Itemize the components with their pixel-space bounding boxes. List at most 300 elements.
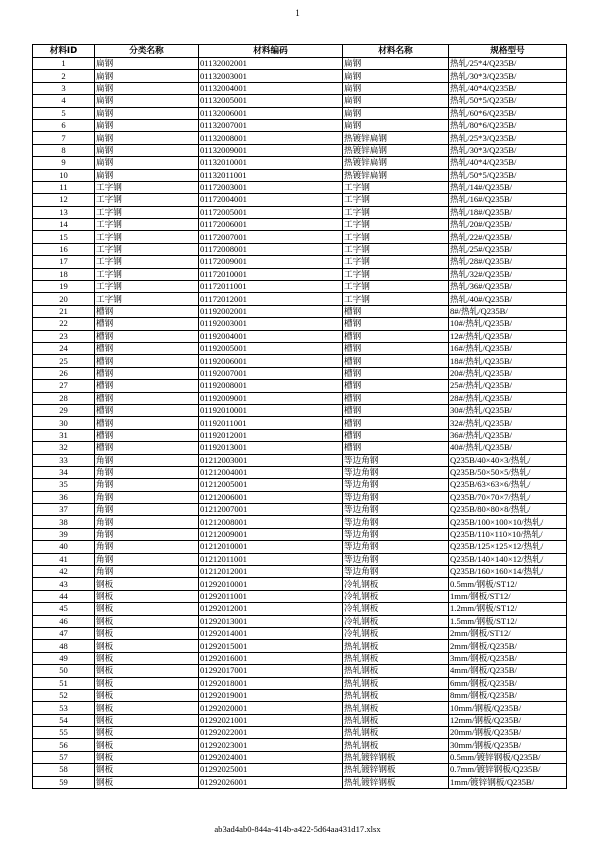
- spec-cell: 热轧/14#/Q235B/: [449, 181, 567, 193]
- spec-cell: 25#/热轧/Q235B/: [449, 380, 567, 392]
- material-code-cell: 01292021001: [199, 714, 343, 726]
- spec-cell: 热轧/60*6/Q235B/: [449, 107, 567, 119]
- material-id-cell: 48: [33, 640, 95, 652]
- material-code-cell: 01212009001: [199, 528, 343, 540]
- category-cell: 槽钢: [95, 442, 199, 454]
- material-code-cell: 01212006001: [199, 491, 343, 503]
- material-code-cell: 01192012001: [199, 429, 343, 441]
- spec-cell: Q235B/70×70×7/热轧/: [449, 491, 567, 503]
- table-row: [33, 479, 567, 491]
- table-row: [33, 615, 567, 627]
- table-row: [33, 776, 567, 788]
- material-id-cell: 53: [33, 702, 95, 714]
- category-cell: 扁钢: [95, 169, 199, 181]
- table-row: [33, 578, 567, 590]
- spec-cell: 3mm/钢板/Q235B/: [449, 652, 567, 664]
- material-name-cell: 冷轧钢板: [343, 615, 449, 627]
- table-row: [33, 293, 567, 305]
- material-name-cell: 热轧钢板: [343, 739, 449, 751]
- material-code-cell: 01212004001: [199, 466, 343, 478]
- material-code-cell: 01212012001: [199, 566, 343, 578]
- material-id-cell: 38: [33, 516, 95, 528]
- material-id-cell: 16: [33, 243, 95, 255]
- category-cell: 角钢: [95, 491, 199, 503]
- spec-cell: 10mm/钢板/Q235B/: [449, 702, 567, 714]
- category-cell: 钢板: [95, 727, 199, 739]
- material-name-cell: 等边角钢: [343, 491, 449, 503]
- spec-cell: 0.5mm/镀锌钢板/Q235B/: [449, 751, 567, 763]
- table-row: [33, 739, 567, 751]
- material-code-cell: 01292016001: [199, 652, 343, 664]
- material-code-cell: 01132006001: [199, 107, 343, 119]
- spec-cell: 热轧/16#/Q235B/: [449, 194, 567, 206]
- table-row: [33, 144, 567, 156]
- material-id-cell: 54: [33, 714, 95, 726]
- material-code-cell: 01172007001: [199, 231, 343, 243]
- category-cell: 工字钢: [95, 293, 199, 305]
- material-id-cell: 40: [33, 541, 95, 553]
- spec-cell: 18#/热轧/Q235B/: [449, 355, 567, 367]
- spec-cell: Q235B/80×80×8/热轧/: [449, 504, 567, 516]
- category-cell: 钢板: [95, 615, 199, 627]
- category-cell: 扁钢: [95, 157, 199, 169]
- material-name-cell: 槽钢: [343, 330, 449, 342]
- material-name-cell: 扁钢: [343, 70, 449, 82]
- material-name-cell: 槽钢: [343, 417, 449, 429]
- material-id-cell: 42: [33, 566, 95, 578]
- material-code-cell: 01132007001: [199, 119, 343, 131]
- spec-cell: 热轧/32#/Q235B/: [449, 268, 567, 280]
- material-id-cell: 13: [33, 206, 95, 218]
- material-id-cell: 11: [33, 181, 95, 193]
- material-name-cell: 槽钢: [343, 355, 449, 367]
- spec-cell: 2mm/钢板/ST12/: [449, 627, 567, 639]
- spec-cell: 热轧/40*4/Q235B/: [449, 157, 567, 169]
- category-cell: 槽钢: [95, 355, 199, 367]
- header-material-name: 材料名称: [343, 45, 449, 58]
- spec-cell: 30#/热轧/Q235B/: [449, 404, 567, 416]
- spec-cell: 1.5mm/钢板/ST12/: [449, 615, 567, 627]
- material-name-cell: 扁钢: [343, 58, 449, 70]
- material-code-cell: 01292023001: [199, 739, 343, 751]
- material-id-cell: 9: [33, 157, 95, 169]
- spec-cell: 热轧/18#/Q235B/: [449, 206, 567, 218]
- material-name-cell: 工字钢: [343, 281, 449, 293]
- table-row: [33, 268, 567, 280]
- spec-cell: 36#/热轧/Q235B/: [449, 429, 567, 441]
- material-id-cell: 39: [33, 528, 95, 540]
- spec-cell: 热轧/50*5/Q235B/: [449, 169, 567, 181]
- category-cell: 工字钢: [95, 231, 199, 243]
- table-row: [33, 442, 567, 454]
- spec-cell: 4mm/钢板/Q235B/: [449, 665, 567, 677]
- table-row: [33, 677, 567, 689]
- category-cell: 钢板: [95, 764, 199, 776]
- material-id-cell: 21: [33, 305, 95, 317]
- table-row: [33, 417, 567, 429]
- header-material-id: 材料ID: [33, 45, 95, 58]
- material-id-cell: 2: [33, 70, 95, 82]
- category-cell: 钢板: [95, 640, 199, 652]
- table-row: [33, 491, 567, 503]
- material-name-cell: 工字钢: [343, 194, 449, 206]
- material-id-cell: 55: [33, 727, 95, 739]
- table-row: [33, 702, 567, 714]
- table-row: [33, 764, 567, 776]
- material-code-cell: 01292024001: [199, 751, 343, 763]
- table-row: [33, 392, 567, 404]
- material-name-cell: 等边角钢: [343, 541, 449, 553]
- material-name-cell: 等边角钢: [343, 516, 449, 528]
- material-name-cell: 热轧镀锌钢板: [343, 751, 449, 763]
- material-name-cell: 工字钢: [343, 206, 449, 218]
- material-code-cell: 01292022001: [199, 727, 343, 739]
- spec-cell: 0.7mm/镀锌钢板/Q235B/: [449, 764, 567, 776]
- material-id-cell: 27: [33, 380, 95, 392]
- table-row: [33, 603, 567, 615]
- material-id-cell: 6: [33, 119, 95, 131]
- table-row: [33, 281, 567, 293]
- table-row: [33, 70, 567, 82]
- category-cell: 工字钢: [95, 194, 199, 206]
- material-code-cell: 01172008001: [199, 243, 343, 255]
- table-row: [33, 355, 567, 367]
- table-row: [33, 689, 567, 701]
- material-name-cell: 热轧钢板: [343, 714, 449, 726]
- file-name-footer: ab3ad4ab0-844a-414b-a422-5d64aa431d17.xlsx: [214, 824, 381, 834]
- spec-cell: Q235B/125×125×12/热轧/: [449, 541, 567, 553]
- table-row: [33, 107, 567, 119]
- category-cell: 槽钢: [95, 367, 199, 379]
- material-code-cell: 01292010001: [199, 578, 343, 590]
- page-number: 1: [295, 8, 300, 18]
- material-code-cell: 01212007001: [199, 504, 343, 516]
- material-code-cell: 01292017001: [199, 665, 343, 677]
- spec-cell: 热轧/25*4/Q235B/: [449, 58, 567, 70]
- material-code-cell: 01212005001: [199, 479, 343, 491]
- material-name-cell: 等边角钢: [343, 466, 449, 478]
- material-name-cell: 等边角钢: [343, 553, 449, 565]
- material-code-cell: 01132011001: [199, 169, 343, 181]
- material-code-cell: 01172012001: [199, 293, 343, 305]
- table-row: [33, 566, 567, 578]
- material-code-cell: 01192009001: [199, 392, 343, 404]
- table-row: [33, 194, 567, 206]
- spec-cell: Q235B/110×110×10/热轧/: [449, 528, 567, 540]
- material-code-cell: 01292015001: [199, 640, 343, 652]
- material-id-cell: 25: [33, 355, 95, 367]
- material-name-cell: 工字钢: [343, 293, 449, 305]
- material-name-cell: 槽钢: [343, 305, 449, 317]
- category-cell: 角钢: [95, 504, 199, 516]
- table-row: [33, 404, 567, 416]
- category-cell: 钢板: [95, 689, 199, 701]
- material-code-cell: 01172004001: [199, 194, 343, 206]
- table-row: [33, 243, 567, 255]
- category-cell: 扁钢: [95, 119, 199, 131]
- material-id-cell: 3: [33, 82, 95, 94]
- table-row: [33, 157, 567, 169]
- category-cell: 钢板: [95, 665, 199, 677]
- material-name-cell: 扁钢: [343, 107, 449, 119]
- table-row: [33, 231, 567, 243]
- table-row: [33, 206, 567, 218]
- material-name-cell: 槽钢: [343, 404, 449, 416]
- category-cell: 工字钢: [95, 206, 199, 218]
- material-code-cell: 01172009001: [199, 256, 343, 268]
- spec-cell: 2mm/钢板/Q235B/: [449, 640, 567, 652]
- spec-cell: 热轧/30*3/Q235B/: [449, 70, 567, 82]
- category-cell: 钢板: [95, 578, 199, 590]
- material-code-cell: 01192011001: [199, 417, 343, 429]
- table-row: [33, 82, 567, 94]
- spec-cell: 热轧/50*5/Q235B/: [449, 95, 567, 107]
- category-cell: 工字钢: [95, 181, 199, 193]
- material-id-cell: 32: [33, 442, 95, 454]
- material-code-cell: 01292014001: [199, 627, 343, 639]
- material-name-cell: 冷轧钢板: [343, 627, 449, 639]
- material-id-cell: 41: [33, 553, 95, 565]
- spec-cell: 6mm/钢板/Q235B/: [449, 677, 567, 689]
- spec-cell: 8#/热轧/Q235B/: [449, 305, 567, 317]
- table-row: [33, 714, 567, 726]
- material-id-cell: 28: [33, 392, 95, 404]
- material-code-cell: 01132008001: [199, 132, 343, 144]
- material-name-cell: 热镀锌扁钢: [343, 144, 449, 156]
- table-row: [33, 181, 567, 193]
- material-code-cell: 01292011001: [199, 590, 343, 602]
- material-id-cell: 12: [33, 194, 95, 206]
- material-id-cell: 5: [33, 107, 95, 119]
- table-row: [33, 367, 567, 379]
- material-id-cell: 29: [33, 404, 95, 416]
- table-row: [33, 665, 567, 677]
- material-id-cell: 34: [33, 466, 95, 478]
- category-cell: 钢板: [95, 751, 199, 763]
- material-name-cell: 扁钢: [343, 119, 449, 131]
- spec-cell: 热轧/40*4/Q235B/: [449, 82, 567, 94]
- material-name-cell: 工字钢: [343, 231, 449, 243]
- category-cell: 扁钢: [95, 70, 199, 82]
- material-code-cell: 01192004001: [199, 330, 343, 342]
- spec-cell: Q235B/100×100×10/热轧/: [449, 516, 567, 528]
- material-code-cell: 01192005001: [199, 342, 343, 354]
- spec-cell: 30mm/钢板/Q235B/: [449, 739, 567, 751]
- table-row: [33, 169, 567, 181]
- spec-cell: 热轧/80*6/Q235B/: [449, 119, 567, 131]
- material-name-cell: 槽钢: [343, 442, 449, 454]
- spec-cell: 12#/热轧/Q235B/: [449, 330, 567, 342]
- material-id-cell: 44: [33, 590, 95, 602]
- material-code-cell: 01192006001: [199, 355, 343, 367]
- table-body: [33, 58, 567, 789]
- table-row: [33, 380, 567, 392]
- material-name-cell: 热轧钢板: [343, 727, 449, 739]
- material-code-cell: 01212008001: [199, 516, 343, 528]
- table-row: [33, 219, 567, 231]
- material-code-cell: 01192007001: [199, 367, 343, 379]
- material-id-cell: 58: [33, 764, 95, 776]
- material-name-cell: 热轧钢板: [343, 677, 449, 689]
- category-cell: 扁钢: [95, 132, 199, 144]
- material-name-cell: 槽钢: [343, 429, 449, 441]
- spec-cell: 热轧/36#/Q235B/: [449, 281, 567, 293]
- material-id-cell: 56: [33, 739, 95, 751]
- material-id-cell: 20: [33, 293, 95, 305]
- material-id-cell: 45: [33, 603, 95, 615]
- table-row: [33, 342, 567, 354]
- material-name-cell: 扁钢: [343, 82, 449, 94]
- category-cell: 槽钢: [95, 417, 199, 429]
- material-code-cell: 01132003001: [199, 70, 343, 82]
- material-id-cell: 18: [33, 268, 95, 280]
- material-code-cell: 01292026001: [199, 776, 343, 788]
- spec-cell: 20#/热轧/Q235B/: [449, 367, 567, 379]
- category-cell: 扁钢: [95, 82, 199, 94]
- spec-cell: Q235B/140×140×12/热轧/: [449, 553, 567, 565]
- category-cell: 角钢: [95, 454, 199, 466]
- material-id-cell: 50: [33, 665, 95, 677]
- spec-cell: 热轧/25*3/Q235B/: [449, 132, 567, 144]
- category-cell: 扁钢: [95, 58, 199, 70]
- table-row: [33, 652, 567, 664]
- material-name-cell: 槽钢: [343, 392, 449, 404]
- material-id-cell: 46: [33, 615, 95, 627]
- material-name-cell: 等边角钢: [343, 566, 449, 578]
- material-name-cell: 等边角钢: [343, 504, 449, 516]
- spec-cell: 40#/热轧/Q235B/: [449, 442, 567, 454]
- material-id-cell: 4: [33, 95, 95, 107]
- material-name-cell: 热镀锌扁钢: [343, 157, 449, 169]
- material-id-cell: 14: [33, 219, 95, 231]
- table-row: [33, 553, 567, 565]
- material-code-cell: 01292012001: [199, 603, 343, 615]
- spec-cell: Q235B/63×63×6/热轧/: [449, 479, 567, 491]
- table-row: [33, 727, 567, 739]
- material-code-cell: 01292018001: [199, 677, 343, 689]
- category-cell: 扁钢: [95, 144, 199, 156]
- material-code-cell: 01192008001: [199, 380, 343, 392]
- material-code-cell: 01292013001: [199, 615, 343, 627]
- spec-cell: 热轧/30*3/Q235B/: [449, 144, 567, 156]
- material-name-cell: 热轧镀锌钢板: [343, 764, 449, 776]
- spec-cell: 28#/热轧/Q235B/: [449, 392, 567, 404]
- category-cell: 钢板: [95, 739, 199, 751]
- table-row: [33, 528, 567, 540]
- table-row: [33, 640, 567, 652]
- material-name-cell: 冷轧钢板: [343, 603, 449, 615]
- material-id-cell: 51: [33, 677, 95, 689]
- spec-cell: 1mm/钢板/ST12/: [449, 590, 567, 602]
- material-code-cell: 01292020001: [199, 702, 343, 714]
- material-id-cell: 57: [33, 751, 95, 763]
- category-cell: 角钢: [95, 566, 199, 578]
- category-cell: 钢板: [95, 590, 199, 602]
- materials-table: [32, 44, 567, 789]
- table-row: [33, 119, 567, 131]
- category-cell: 工字钢: [95, 256, 199, 268]
- material-id-cell: 10: [33, 169, 95, 181]
- table-row: [33, 466, 567, 478]
- material-code-cell: 01192002001: [199, 305, 343, 317]
- category-cell: 扁钢: [95, 107, 199, 119]
- material-id-cell: 7: [33, 132, 95, 144]
- material-code-cell: 01192010001: [199, 404, 343, 416]
- material-code-cell: 01132005001: [199, 95, 343, 107]
- material-id-cell: 8: [33, 144, 95, 156]
- material-id-cell: 52: [33, 689, 95, 701]
- material-code-cell: 01132009001: [199, 144, 343, 156]
- material-name-cell: 热轧钢板: [343, 652, 449, 664]
- spec-cell: Q235B/40×40×3/热轧/: [449, 454, 567, 466]
- table-row: [33, 305, 567, 317]
- material-id-cell: 17: [33, 256, 95, 268]
- spec-cell: 热轧/20#/Q235B/: [449, 219, 567, 231]
- material-code-cell: 01212011001: [199, 553, 343, 565]
- material-name-cell: 槽钢: [343, 367, 449, 379]
- category-cell: 钢板: [95, 677, 199, 689]
- material-name-cell: 工字钢: [343, 256, 449, 268]
- spec-cell: 热轧/22#/Q235B/: [449, 231, 567, 243]
- material-id-cell: 59: [33, 776, 95, 788]
- table-row: [33, 454, 567, 466]
- material-code-cell: 01292019001: [199, 689, 343, 701]
- category-cell: 钢板: [95, 776, 199, 788]
- material-name-cell: 等边角钢: [343, 479, 449, 491]
- category-cell: 钢板: [95, 714, 199, 726]
- category-cell: 角钢: [95, 541, 199, 553]
- material-id-cell: 23: [33, 330, 95, 342]
- spec-cell: 32#/热轧/Q235B/: [449, 417, 567, 429]
- material-name-cell: 扁钢: [343, 95, 449, 107]
- table-row: [33, 516, 567, 528]
- material-name-cell: 热镀锌扁钢: [343, 169, 449, 181]
- material-code-cell: 01172006001: [199, 219, 343, 231]
- category-cell: 工字钢: [95, 219, 199, 231]
- material-id-cell: 15: [33, 231, 95, 243]
- material-id-cell: 31: [33, 429, 95, 441]
- table-row: [33, 95, 567, 107]
- table-row: [33, 541, 567, 553]
- material-name-cell: 热轧钢板: [343, 702, 449, 714]
- category-cell: 角钢: [95, 553, 199, 565]
- category-cell: 槽钢: [95, 404, 199, 416]
- spec-cell: Q235B/160×160×14/热轧/: [449, 566, 567, 578]
- spec-cell: 10#/热轧/Q235B/: [449, 318, 567, 330]
- category-cell: 槽钢: [95, 380, 199, 392]
- category-cell: 工字钢: [95, 243, 199, 255]
- spec-cell: 12mm/钢板/Q235B/: [449, 714, 567, 726]
- material-id-cell: 33: [33, 454, 95, 466]
- category-cell: 槽钢: [95, 330, 199, 342]
- spec-cell: 8mm/钢板/Q235B/: [449, 689, 567, 701]
- category-cell: 槽钢: [95, 305, 199, 317]
- material-name-cell: 工字钢: [343, 181, 449, 193]
- spec-cell: 热轧/40#/Q235B/: [449, 293, 567, 305]
- table-row: [33, 132, 567, 144]
- category-cell: 角钢: [95, 528, 199, 540]
- category-cell: 槽钢: [95, 342, 199, 354]
- category-cell: 角钢: [95, 516, 199, 528]
- material-name-cell: 冷轧钢板: [343, 578, 449, 590]
- header-material-code: 材料编码: [199, 45, 343, 58]
- material-code-cell: 01212003001: [199, 454, 343, 466]
- material-name-cell: 冷轧钢板: [343, 590, 449, 602]
- material-name-cell: 等边角钢: [343, 454, 449, 466]
- table-row: [33, 58, 567, 70]
- material-name-cell: 槽钢: [343, 318, 449, 330]
- material-id-cell: 36: [33, 491, 95, 503]
